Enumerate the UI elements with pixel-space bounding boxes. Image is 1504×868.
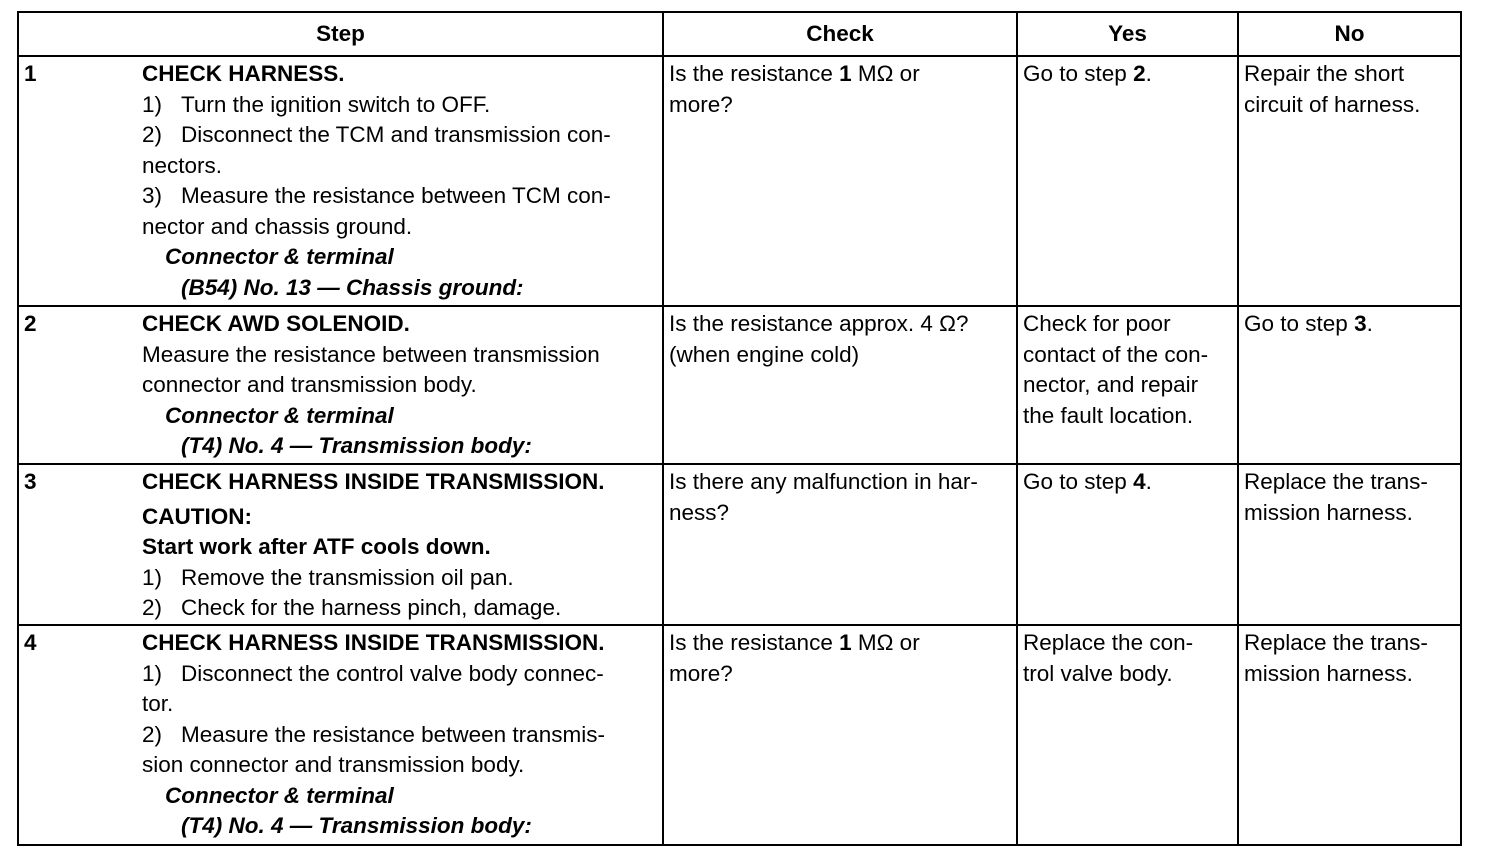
table-row xyxy=(18,56,1461,306)
caution-text: Start work after ATF cools down. xyxy=(142,534,491,559)
step-title: CHECK HARNESS. xyxy=(142,61,345,86)
no-cell: Go to step 3. xyxy=(1238,306,1461,464)
step-number: 1 xyxy=(24,61,37,86)
no-cell: Repair the short circuit of harness. xyxy=(1238,56,1461,306)
step-title: CHECK HARNESS INSIDE TRANSMISSION. xyxy=(142,630,605,655)
yes-cell: Go to step 2. xyxy=(1017,56,1238,306)
table-row xyxy=(18,306,1461,464)
step-cell xyxy=(18,306,663,464)
step-title: CHECK HARNESS INSIDE TRANSMISSION. xyxy=(142,469,605,494)
no-cell: Replace the trans- mission harness. xyxy=(1238,625,1461,845)
connector-terminal-label: Connector & terminal xyxy=(165,244,394,269)
step-number: 2 xyxy=(24,311,37,336)
check-cell: Is the resistance 1 MΩ or more? xyxy=(663,56,1017,306)
sub-step-continued: tor. xyxy=(142,691,174,716)
sub-step-continued: sion connector and transmission body. xyxy=(142,752,525,777)
diagnostic-table xyxy=(17,11,1462,846)
step-title: CHECK AWD SOLENOID. xyxy=(142,311,410,336)
sub-step: 2) Check for the harness pinch, damage. xyxy=(142,595,562,620)
connector-terminal-value: (T4) No. 4 — Transmission body: xyxy=(181,433,532,458)
sub-step: 1) Remove the transmission oil pan. xyxy=(142,564,514,590)
caution-title: CAUTION: xyxy=(142,503,252,529)
step-text: Measure the resistance between transmission xyxy=(142,341,600,367)
yes-cell: Replace the con- trol valve body. xyxy=(1017,625,1238,845)
sub-step-continued: nector and chassis ground. xyxy=(142,213,413,239)
step-cell xyxy=(18,625,663,845)
sub-step: 1) Disconnect the control valve body connec- xyxy=(142,660,604,686)
header-no: No xyxy=(1238,12,1461,56)
connector-terminal-label: Connector & terminal xyxy=(165,782,394,808)
header-step: Step xyxy=(18,12,663,56)
header-yes: Yes xyxy=(1017,12,1238,56)
step-cell xyxy=(18,56,663,306)
sub-step-continued: nectors. xyxy=(142,152,223,178)
sub-step: 3) Measure the resistance between TCM con- xyxy=(142,183,611,208)
sub-step: 2) Disconnect the TCM and transmission con- xyxy=(142,122,611,147)
sub-step: 1) Turn the ignition switch to OFF. xyxy=(142,91,491,117)
step-number: 3 xyxy=(24,469,37,494)
step-text: connector and transmission body. xyxy=(142,372,477,397)
table-row xyxy=(18,464,1461,625)
sub-step: 2) Measure the resistance between transmis- xyxy=(142,721,605,747)
check-cell: Is there any malfunction in har- ness? xyxy=(663,464,1017,625)
yes-cell: Go to step 4. xyxy=(1017,464,1238,625)
check-cell: Is the resistance 1 MΩ or more? xyxy=(663,625,1017,845)
connector-terminal-value: (T4) No. 4 — Transmission body: xyxy=(181,813,532,838)
yes-cell: Check for poor contact of the con- nector, and repair the fault location. xyxy=(1017,306,1238,464)
table-row xyxy=(18,625,1461,845)
header-row xyxy=(18,12,1461,56)
no-cell: Replace the trans- mission harness. xyxy=(1238,464,1461,625)
connector-terminal-label: Connector & terminal xyxy=(165,402,394,428)
step-cell xyxy=(18,464,663,625)
check-cell: Is the resistance approx. 4 Ω? (when engine cold) xyxy=(663,306,1017,464)
header-check: Check xyxy=(663,12,1017,56)
connector-terminal-value: (B54) No. 13 — Chassis ground: xyxy=(181,274,524,300)
step-number: 4 xyxy=(24,630,37,655)
